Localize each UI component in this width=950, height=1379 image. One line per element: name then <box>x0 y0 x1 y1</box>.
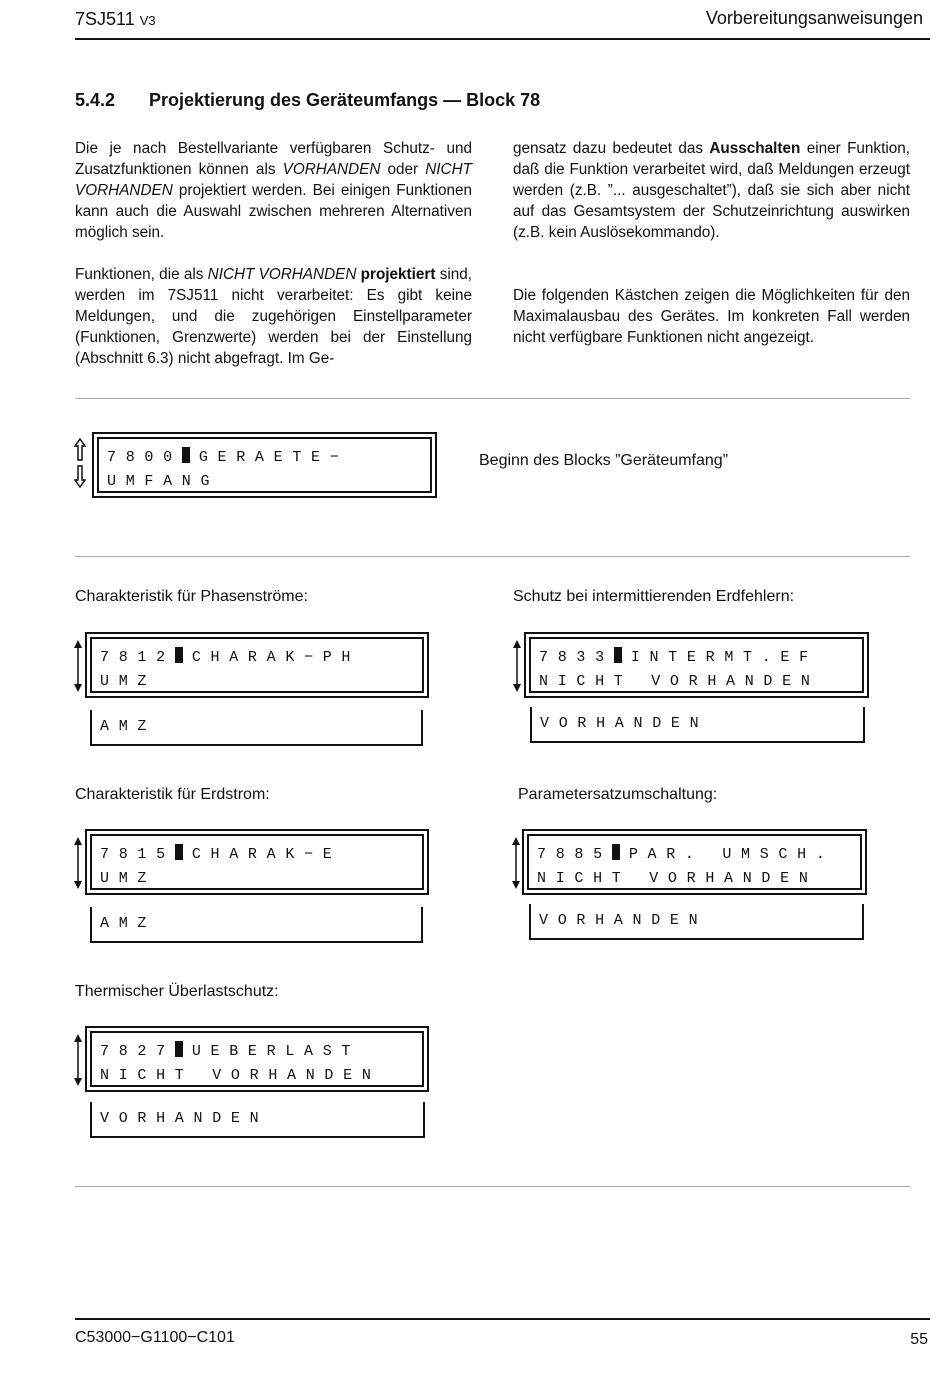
param-code: 7812 <box>100 649 175 666</box>
up-down-arrow-icon <box>512 837 520 889</box>
param-code: 7885 <box>537 846 612 863</box>
display-line-1 <box>107 447 348 466</box>
param-option: AMZ <box>100 718 157 735</box>
param-value: NICHT VORHANDEN <box>537 870 818 887</box>
option-box <box>530 707 865 743</box>
param-value: UMZ <box>100 870 157 887</box>
param-code: 7815 <box>100 846 175 863</box>
section-title: Projektierung des Geräteumfangs — Block 78 <box>149 90 541 110</box>
intro-paragraph-3: Die folgenden Kästchen zeigen die Möglichkeiten für den Maximalausbau des Gerätes. Im konkreten Fall werden nicht verfügbare Funktionen nicht angezeigt. <box>513 287 910 346</box>
display-7815 <box>85 829 429 895</box>
up-down-arrow-icon <box>74 640 82 692</box>
param-option: AMZ <box>100 915 157 932</box>
display-line-1 <box>100 647 360 666</box>
param-label: Parametersatzumschaltung: <box>518 786 718 803</box>
header-section-title: Vorbereitungsanweisungen <box>705 8 923 28</box>
param-name: CHARAK−E <box>191 846 342 863</box>
param-name: INTERMT.EF <box>630 649 818 666</box>
footer-rule <box>75 1318 930 1320</box>
cursor-block <box>614 647 622 663</box>
option-box <box>90 907 423 943</box>
display-line-1 <box>100 1041 360 1060</box>
param-label: Charakteristik für Phasenströme: <box>75 588 308 605</box>
display-7885 <box>522 829 867 895</box>
param-value: UMZ <box>100 673 157 690</box>
param-label: Charakteristik für Erdstrom: <box>75 786 270 803</box>
display-7812 <box>85 632 429 698</box>
up-down-arrow-icon <box>74 837 82 889</box>
up-arrow-icon <box>74 438 82 462</box>
display-line-1 <box>537 844 835 863</box>
down-arrow-icon <box>74 464 82 488</box>
param-label: Schutz bei intermittierenden Erdfehlern: <box>513 588 795 605</box>
display-7833 <box>524 632 869 698</box>
param-label: Thermischer Überlastschutz: <box>75 983 279 1000</box>
product-version: V3 <box>139 13 156 28</box>
display-line-2: UMFANG <box>107 473 220 490</box>
param-name: CHARAK−PH <box>191 649 361 666</box>
param-code: 7800 <box>107 449 182 466</box>
param-name: GERAETE− <box>198 449 349 466</box>
up-down-arrow-icon <box>74 1034 82 1086</box>
product-name: 7SJ511 <box>75 9 135 29</box>
header-rule <box>75 38 930 40</box>
intro-paragraph-2a: Funktionen, die als NICHT VORHANDEN projektiert sind, werden im 7SJ511 nicht verarbeitet: Es gibt keine Meldungen, und die zugehörigen Einstellparameter (Funktionen, Grenzwerte) werden bei der Einstellung (Abschnitt 6.3) nicht abgefragt. Im Ge- <box>75 266 473 367</box>
cursor-block <box>182 447 190 463</box>
cursor-block <box>175 1041 183 1057</box>
section-number: 5.4.2 <box>75 90 116 110</box>
divider <box>75 398 910 399</box>
option-box <box>529 904 864 940</box>
display-line-1 <box>100 844 341 863</box>
param-option: VORHANDEN <box>539 912 708 929</box>
intro-paragraph-1: Die je nach Bestellvariante verfügbaren Schutz- und Zusatzfunktionen können als VORHANDEN oder NICHT VORHANDEN projektiert werden. Bei einigen Funktionen kann auch die Auswahl zwischen mehreren Alternativen möglich sein. <box>75 140 472 241</box>
param-name: PAR. UMSCH. <box>628 846 835 863</box>
cursor-block <box>612 844 620 860</box>
up-down-arrow-icon <box>513 640 521 692</box>
intro-paragraph-2b: gensatz dazu bedeutet das Ausschalten einer Funktion, daß die Funktion verarbeitet wird, daß Meldungen erzeugt werden (z.B. ”... ausgeschaltet”), daß sie sich aber nicht auf das Gesamtsystem der Schutzeinrichtung auswirken (z.B. kein Auslösekommando). <box>513 140 910 241</box>
page-number: 55 <box>910 1331 928 1348</box>
param-value: NICHT VORHANDEN <box>539 673 820 690</box>
param-value: NICHT VORHANDEN <box>100 1067 381 1084</box>
section-heading <box>75 90 540 111</box>
display-line-1 <box>539 647 818 666</box>
block-start-description: Beginn des Blocks ”Geräteumfang” <box>479 452 729 469</box>
display-7827 <box>85 1026 429 1092</box>
option-box <box>90 1102 425 1138</box>
option-box <box>90 710 423 746</box>
param-code: 7833 <box>539 649 614 666</box>
display-7800 <box>92 432 437 498</box>
header-product <box>75 9 156 30</box>
divider <box>75 556 910 557</box>
cursor-block <box>175 844 183 860</box>
divider <box>75 1186 910 1187</box>
param-name: UEBERLAST <box>191 1043 361 1060</box>
document-number: C53000−G1100−C101 <box>75 1329 235 1346</box>
param-option: VORHANDEN <box>100 1110 269 1127</box>
param-option: VORHANDEN <box>540 715 709 732</box>
param-code: 7827 <box>100 1043 175 1060</box>
cursor-block <box>175 647 183 663</box>
